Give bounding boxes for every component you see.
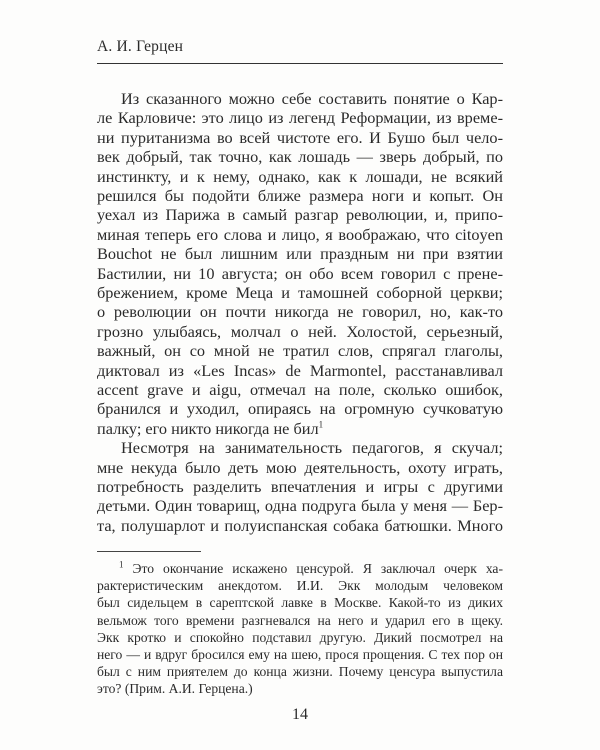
text-line: потребность разделить впечатления и игры с другими [97, 477, 503, 496]
text-line: Несмотря на занимательность педагогов, я скучал; [121, 438, 503, 458]
text-line: бранился и уходил, опираясь на огромную сучковатую [97, 399, 503, 419]
footnote-line: Это окончание искажено ценсурой. Я заключал очерк ха- [132, 561, 503, 576]
text-line: важный, он со мной не тратил слов, спрягал глаголы, [97, 341, 503, 361]
text-line: ле Карловиче: это лицо из легенд Реформации, из време- [97, 108, 503, 128]
footnote-line: него — и вдруг бросился ему на шею, прося прощения. С тех пор он [97, 647, 503, 662]
header-rule [97, 63, 503, 64]
footnote-line: рактеристическим анекдотом. И.И. Экк молодым человеком [97, 578, 503, 594]
footnote-line: это? (Прим. А.И. Герцена.) [97, 681, 253, 697]
text-line-last [97, 419, 503, 439]
text-line: инстинкту, и к нему, однако, как к лошади, не всякий [97, 166, 503, 186]
text-line: век добрый, так точно, как лошадь — зверь добрый, по [97, 147, 503, 167]
text-line: миная теперь его слова и лицо, я воображаю, что citoyen [97, 224, 503, 244]
footnote-rule [97, 551, 201, 552]
text-line: уехал из Парижа в самый разгар революции, и, припо- [97, 205, 503, 225]
text-line: Bouchot не был лишним или праздным ни при взятии [97, 244, 503, 264]
text-line: мне некуда было деть мою деятельность, охоту играть, [97, 457, 503, 477]
text-line: палку; его никто никогда не бил [97, 418, 319, 438]
text-line: решился бы подойти ближе размера ноги и копыт. Он [97, 186, 503, 205]
footnote-line: вельмож того времени разгневался на него и ударил его в щеку. [97, 612, 503, 628]
text-line: та, полушарлот и полуиспанская собака батюшки. Много [97, 515, 503, 535]
text-line: Бастилии, ни 10 августа; он обо всем говорил с прене- [97, 263, 503, 283]
text-line: о революции он почти никогда не говорил, но, как-то [97, 302, 503, 322]
footnote-reference[interactable]: 1 [318, 419, 324, 430]
footnote-line: был сидельцем в сарептской лавке в Москве. Какой-то из диких [97, 595, 503, 611]
text-line: диктовал из «Les Incas» de Marmontel, расстанавливал [97, 360, 503, 380]
text-line: ни пуританизма во всей чистоте его. И Бушо был чело- [97, 127, 503, 147]
footnote-line: Экк кротко и спокойно подставил другую. Дикий посмотрел на [97, 629, 503, 645]
text-line: Из сказанного можно себе составить понятие о Кар- [121, 89, 503, 108]
text-line: грозно улыбаясь, молчал о ней. Холостой, серьезный, [97, 321, 503, 341]
footnote-line: был с ним приятелем до конца жизни. Почему ценсура выпустила [97, 664, 503, 680]
page-number: 14 [292, 706, 308, 723]
running-header: А. И. Герцен [97, 38, 184, 55]
text-line: accent grave и aigu, отмечал на поле, сколько ошибок, [97, 380, 503, 399]
footnote-marker: 1 [119, 559, 124, 570]
footnote-line-first [97, 560, 503, 578]
text-line: детьми. Один товарищ, одна подруга была у меня — Бер- [97, 496, 503, 516]
text-line: брежением, кроме Меца и тамошней соборной церкви; [97, 283, 503, 302]
